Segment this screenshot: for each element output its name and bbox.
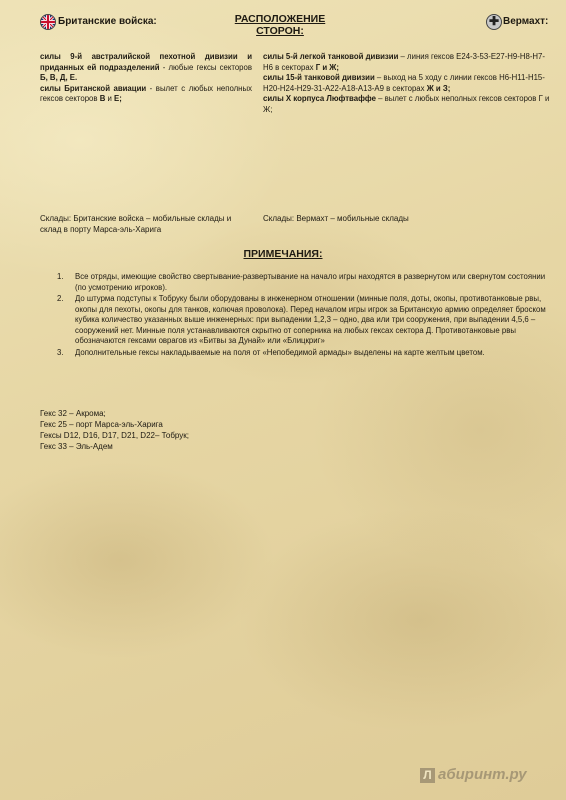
hex-entry: Гекс 32 – Акрома; [40,409,106,418]
notes-list [55,272,555,359]
page-title [200,13,360,37]
iron-cross-icon: ✚ [486,14,502,30]
title-line-1: РАСПОЛОЖЕНИЕ [234,13,326,25]
watermark-logo-icon: Л [420,768,435,783]
labirint-watermark [420,766,527,783]
german-unit-2: силы 15-й танковой дивизии – выход на 5 ходу с линии гексов Н6-Н11-Н15-Н20-Н24-Н29-31-А22-А18-А13-А9 в секторах Ж и З; [263,73,545,93]
watermark-text: абиринт.ру [438,766,527,783]
hex-legend [40,408,300,452]
british-deployment [40,52,252,105]
title-line-2: СТОРОН: [256,25,304,37]
note-item: 3. Дополнительные гексы накладываемые на поля от «Непобедимой армады» выделены на карте желтым цветом. [57,347,485,357]
british-forces-label: Британские войска: [58,16,157,27]
note-item: 1. Все отряды, имеющие свойство свертывание-развертывание на начало игры находятся в развернутом или свернутом состоянии (по усмотрению игроков). [57,272,546,292]
british-unit-2: силы Британской авиации - вылет с любых неполных гексов секторов В и Е; [40,83,252,104]
german-unit-1: силы 5-й легкой танковой дивизии – линия гексов Е24-3-53-Е27-Н9-Н8-Н7-Н6 в секторах Г и Ж; [263,52,545,72]
note-item: 2. До штурма подступы к Тобруку были оборудованы в инженерном отношении (минные поля, доты, окопы, противотанковые рвы, окопы для пехоты, окопы для танков, колючая проволока). Перед началом игры игрок за Британскую армию определяет броском кубика количество указанных выше инженерных: при выпадении 1,2,3 – одно, два или три сооружения, при выпадении 4,5,6 – сооружений нет. Минные поля устанавливаются скрытно от соперника на любых гексах сектора Д. Противотанковые рвы обозначаются гексами оврагов из «Битвы за Дунай» или «Блицкриг» [57,294,546,345]
british-depots: Склады: Британские войска – мобильные склады и склад в порту Марса-эль-Харига [40,214,232,234]
hex-entry: Гекс 33 – Эль-Адем [40,442,113,451]
hex-entry: Гексы D12, D16, D17, D21, D22– Тобрук; [40,431,190,440]
hex-entry: Гекс 25 – порт Марса-эль-Харига [40,420,163,429]
german-unit-3: силы Х корпуса Люфтваффе – вылет с любых неполных гексов секторов Г и Ж; [263,94,550,114]
wehrmacht-label: Вермахт: [503,16,549,27]
german-deployment [263,52,553,116]
german-depots: Склады: Вермахт – мобильные склады [263,214,409,223]
british-unit-1: силы 9-й австралийской пехотной дивизии и приданных ей подразделений - любые гексы секторов Б, В, Д, Е. [40,52,252,83]
uk-flag-icon [40,14,56,30]
notes-title: ПРИМЕЧАНИЯ: [243,248,323,260]
